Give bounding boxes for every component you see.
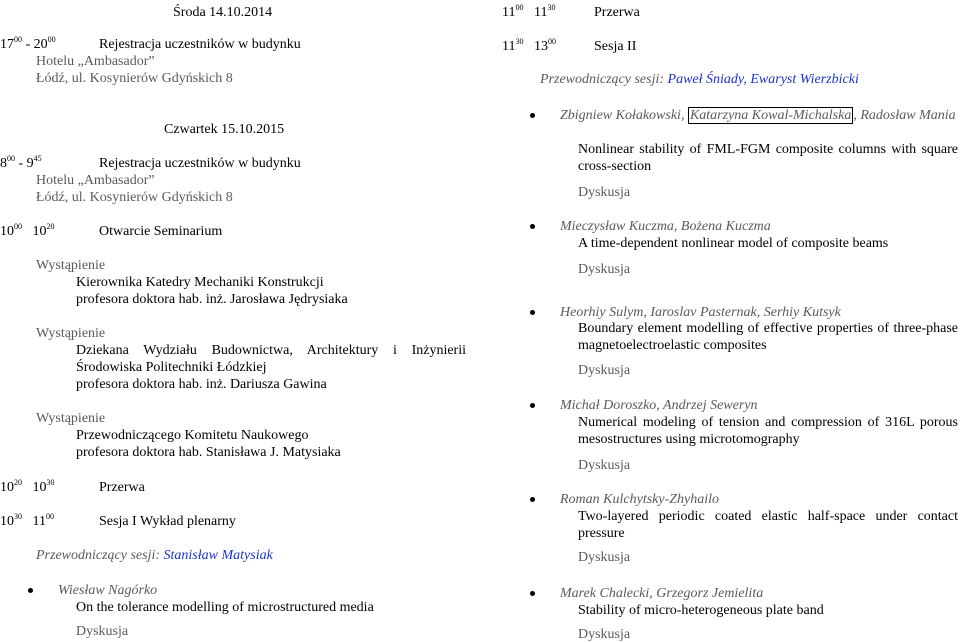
talk-authors: Marek Chalecki, Grzegorz Jemielita <box>560 586 764 601</box>
break1-time: $10^{20}$ $10^{30}$ <box>0 478 55 495</box>
talk-discussion: Dyskusja <box>578 458 631 473</box>
talk-title: Two-layered periodic coated elastic half-space under contact pressure <box>578 509 958 541</box>
speech-line: Dziekana Wydziału Budownictwa, Architektury i Inżynierii <box>76 343 466 358</box>
author-text: , Radosław Mania <box>853 108 956 123</box>
talk-authors: Heorhiy Sulym, Iaroslav Pasternak, Serhiy Kutsyk <box>560 305 841 320</box>
talk-discussion: Dyskusja <box>578 185 631 200</box>
talk-discussion: Dyskusja <box>578 363 631 378</box>
talk-authors: Roman Kulchytsky-Zhyhailo <box>560 492 720 507</box>
speech-2 <box>36 325 466 393</box>
talk-discussion: Dyskusja <box>76 624 129 639</box>
talk-title: Nonlinear stability of FML-FGM composite columns with square cross-section <box>578 142 958 174</box>
bullet-icon <box>530 497 535 502</box>
talk-discussion: Dyskusja <box>578 262 631 277</box>
talk-1 <box>502 107 958 200</box>
opening-time: $10^{00}$ $10^{20}$ <box>0 222 55 239</box>
speech-line: Środowiska Politechniki Łódzkiej <box>76 360 267 375</box>
day1-reg-place2: Łódź, ul. Kosynierów Gdyńskich 8 <box>36 71 233 86</box>
break1-label: Przerwa <box>99 480 145 495</box>
bullet-icon <box>28 588 33 593</box>
speech-line: profesora doktora hab. inż. Dariusza Gawina <box>76 377 327 392</box>
bullet-icon <box>530 591 535 596</box>
day2-reg-time: $8^{00} - 9^{45}$ <box>0 154 42 171</box>
talk-title: A time-dependent nonlinear model of composite beams <box>578 236 889 251</box>
chair-prefix: Przewodniczący sesji: <box>36 548 164 563</box>
author-text: Zbigniew Kołakowski, <box>560 108 688 123</box>
session1-time: $10^{30}$ $11^{00}$ <box>0 512 54 529</box>
speech-3 <box>36 410 466 461</box>
speech-line: Kierownika Katedry Mechaniki Konstrukcji <box>76 275 324 290</box>
bullet-icon <box>530 310 535 315</box>
speech-1 <box>36 257 466 308</box>
break2-label: Przerwa <box>594 5 640 20</box>
talk-authors: Michał Doroszko, Andrzej Seweryn <box>560 398 758 413</box>
author-highlighted: Katarzyna Kowal-Michalska <box>689 108 852 123</box>
speech-line: Przewodniczącego Komitetu Naukowego <box>76 428 309 443</box>
talk-discussion: Dyskusja <box>578 627 631 642</box>
talk-authors <box>560 107 958 124</box>
break2-time: $11^{00}$ $11^{30}$ <box>502 3 556 20</box>
day2-date: Czwartek 15.10.2015 <box>164 122 285 137</box>
day1-reg-time: $17^{00} - 20^{00}$ <box>0 35 56 52</box>
talk-authors: Mieczysław Kuczma, Bożena Kuczma <box>560 219 771 234</box>
day1-reg-place1: Hotelu „Ambasador” <box>36 54 155 69</box>
chair-prefix: Przewodniczący sesji: <box>540 72 668 87</box>
chair-name: Paweł Śniady, Ewaryst Wierzbicki <box>667 72 859 87</box>
talk-title: Stability of micro-heterogeneous plate band <box>578 603 824 618</box>
talk-title: On the tolerance modelling of microstructured media <box>76 600 374 615</box>
day2-reg-label: Rejestracja uczestników w budynku <box>99 156 301 171</box>
session2-chair <box>540 71 859 88</box>
talk-discussion: Dyskusja <box>578 550 631 565</box>
day2-reg-place1: Hotelu „Ambasador” <box>36 173 155 188</box>
speech-head: Wystąpienie <box>36 411 106 426</box>
speech-line: profesora doktora hab. Stanisława J. Matysiaka <box>76 445 341 460</box>
day2-reg-place2: Łódź, ul. Kosynierów Gdyńskich 8 <box>36 190 233 205</box>
session1-chair <box>36 547 273 564</box>
day1-date: Środa 14.10.2014 <box>173 5 273 20</box>
opening-label: Otwarcie Seminarium <box>99 224 223 239</box>
chair-name: Stanisław Matysiak <box>163 548 273 563</box>
session1-label: Sesja I Wykład plenarny <box>99 514 236 529</box>
speech-line: profesora doktora hab. inż. Jarosława Jędrysiaka <box>76 292 348 307</box>
speech-head: Wystąpienie <box>36 258 106 273</box>
talk-authors: Wiesław Nagórko <box>58 583 158 598</box>
speech-head: Wystąpienie <box>36 326 106 341</box>
bullet-icon <box>530 224 535 229</box>
day1-reg-label: Rejestracja uczestników w budynku <box>99 37 301 52</box>
session2-label: Sesja II <box>594 39 637 54</box>
bullet-icon <box>530 113 535 118</box>
talk-title: Boundary element modelling of effective properties of three-phase magnetoelectroelastic composites <box>578 321 958 353</box>
session2-time: $11^{30}$ $13^{00}$ <box>502 37 556 54</box>
bullet-icon <box>530 403 535 408</box>
talk-title: Numerical modeling of tension and compression of 316L porous mesostructures using microtomography <box>578 415 958 447</box>
